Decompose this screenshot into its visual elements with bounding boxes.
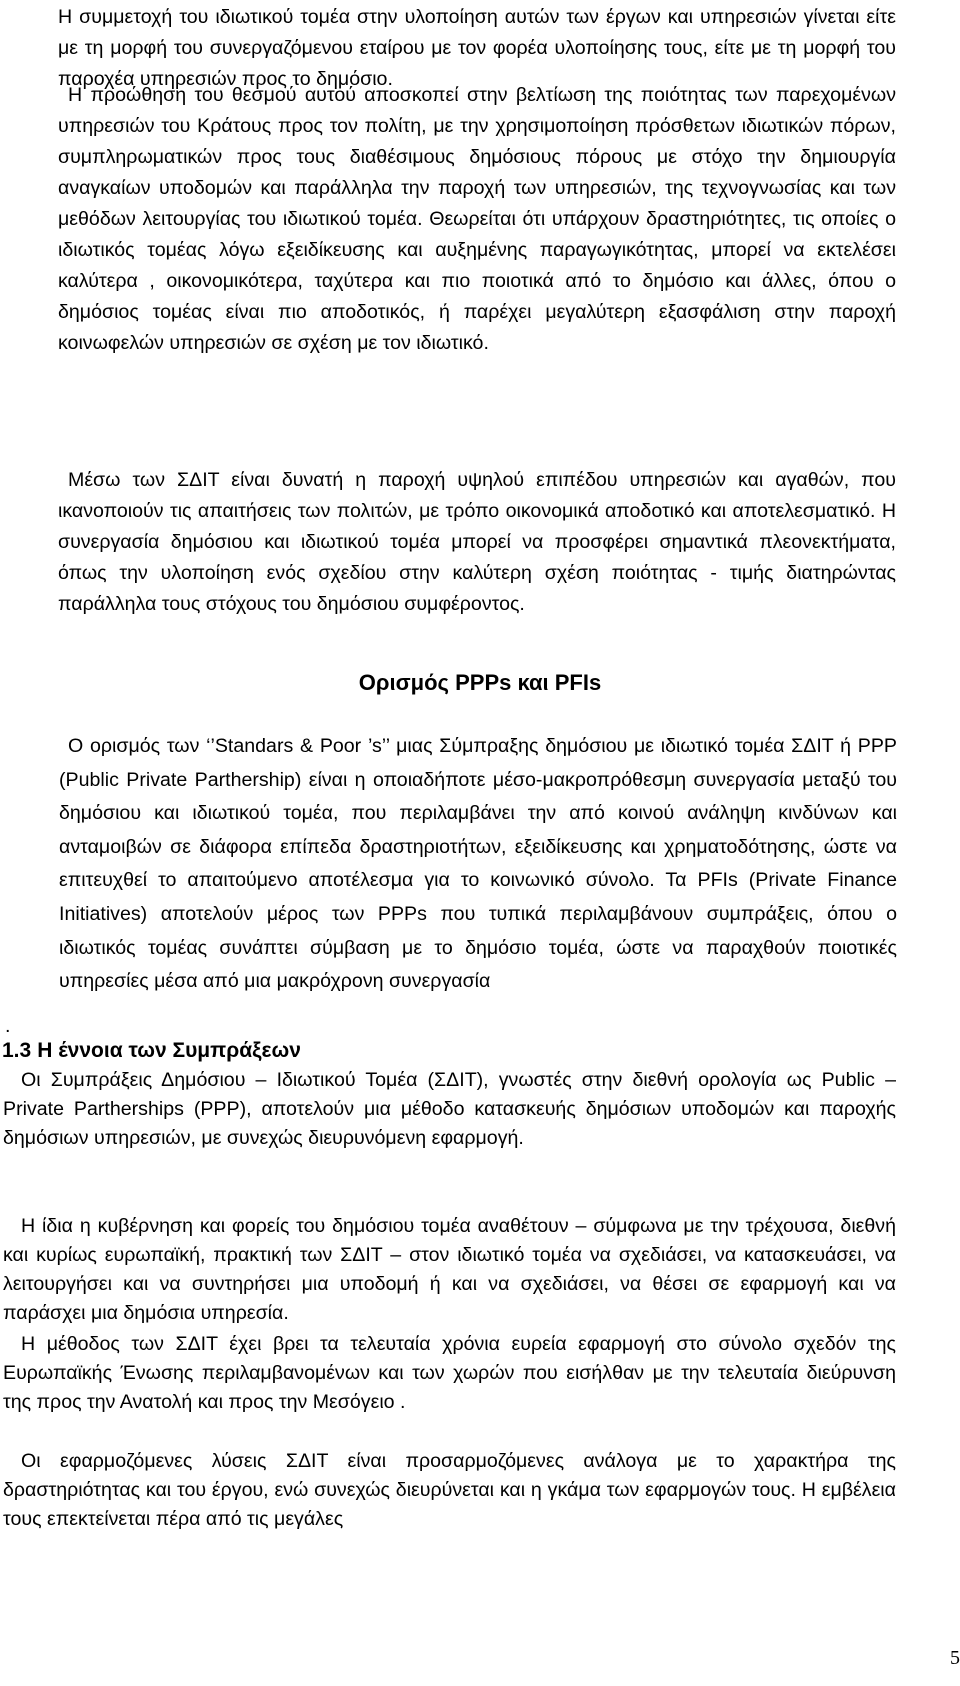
stray-dot: . bbox=[5, 1015, 11, 1037]
section-title: Η έννοια των Συμπράξεων bbox=[37, 1039, 301, 1062]
section-paragraph-government: Η ίδια η κυβέρνηση και φορείς του δημόσιου τομέα αναθέτουν – σύμφωνα με την τρέχουσα, διεθνή και κυρίως ευρωπαϊκή, πρακτική των ΣΔΙΤ – στον ιδιωτικό τομέα να σχεδιάσει, να κατασκευάσει, να λειτουργήσει και να συντηρήσει μια υποδομή ή και να σχεδιάσει, να θέσει σε εφαρμογή και να παράσχει μια δημόσια υπηρεσία. bbox=[3, 1215, 896, 1324]
paragraph-private-sector-participation: Η συμμετοχή του ιδιωτικού τομέα στην υλοποίηση αυτών των έργων και υπηρεσιών γίνεται είτε με τη μορφή του συνεργαζόμενου εταίρου με τον φορέα υλοποίησης τους, είτε με τη μορφή του παροχέα υπηρεσιών προς το δημόσιο. bbox=[58, 6, 896, 90]
paragraph-ppp-benefits: Μέσω των ΣΔΙΤ είναι δυνατή η παροχή υψηλού επιπέδου υπηρεσιών και αγαθών, που ικανοποιούν τις απαιτήσεις των πολιτών, με τρόπο οικονομικά αποδοτικό και αποτελεσματικό. Η συνεργασία δημόσιου και ιδιωτικού τομέα μπορεί να προσφέρει σημαντικά πλεονεκτήματα, όπως την υλοποίηση ενός σχεδίου στην καλύτερη σχέση ποιότητας - τιμής διατηρώντας παράλληλα τους στόχους του δημόσιου συμφέροντος. bbox=[58, 469, 896, 615]
paragraph-definition: Ο ορισμός των ‘’Standars & Poor ’s’’ μιας Σύμπραξης δημόσιου με ιδιωτικό τομέα ΣΔΙΤ ή PPP (Public Private Parthership) είναι η οποιαδήποτε μέσο-μακροπρόθεσμη συνεργασία μεταξύ του δημόσιου και ιδιωτικού τομέα, που περιλαμβάνει την από κοινού ανάληψη κινδύνων και ανταμοιβών σε διάφορα επίπεδα δραστηριοτήτων, εξειδίκευσης και χρηματοδότησης, ώστε να επιτευχθεί το απαιτούμενο αποτέλεσμα για το κοινωνικό σύνολο. Τα PFIs (Private Finance Initiatives) αποτελούν μέρος των PPPs που τυπικά περιλαμβάνουν συμπράξεις, όπου ο ιδιωτικός τομέας συνάπτει σύμβαση με το δημόσιο τομέα, ώστε να παραχθούν ποιοτικές υπηρεσίες μέσα από μια μακρόχρονη συνεργασία bbox=[59, 735, 897, 993]
section-paragraph-solutions: Οι εφαρμοζόμενες λύσεις ΣΔΙΤ είναι προσαρμοζόμενες ανάλογα με το χαρακτήρα της δραστηριότητας και του έργου, ενώ συνεχώς διευρύνεται και η γκάμα των εφαρμογών τους. Η εμβέλεια τους επεκτείνεται πέρα από τις μεγάλες bbox=[3, 1450, 896, 1530]
section-heading bbox=[2, 1036, 301, 1066]
section-number: 1.3 bbox=[2, 1039, 32, 1062]
paragraph-institution-purpose: Η προώθηση του θεσμού αυτού αποσκοπεί στην βελτίωση της ποιότητας των παρεχομένων υπηρεσιών του Κράτους προς τον πολίτη, με την χρησιμοποίηση πρόσθετων ιδιωτικών πόρων, συμπληρωματικών προς τους διαθέσιμους δημόσιους πόρους με στόχο την δημιουργία αναγκαίων υποδομών και παράλληλα την παροχή των υπηρεσιών, της τεχνογνωσίας και των μεθόδων λειτουργίας του ιδιωτικού τομέα. Θεωρείται ότι υπάρχουν δραστηριότητες, τις οποίες ο ιδιωτικός τομέας λόγω εξειδίκευσης και αυξημένης παραγωγικότητας, μπορεί να εκτελέσει καλύτερα , οικονομικότερα, ταχύτερα και πιο ποιοτικά από το δημόσιο και άλλες, όπου ο δημόσιος τομέας είναι πιο αποδοτικός, ή παρέχει μεγαλύτερη εξασφάλιση στην παροχή κοινωφελών υπηρεσιών σε σχέση με τον ιδιωτικό. bbox=[58, 84, 896, 354]
section-paragraph-overview: Οι Συμπράξεις Δημόσιου – Ιδιωτικού Τομέα (ΣΔΙΤ), γνωστές στην διεθνή ορολογία ως Public – Private Partherships (PPP), αποτελούν μια μέθοδο κατασκευής δημόσιων υποδομών και παροχής δημόσιων υπηρεσιών, με συνεχώς διευρυνόμενη εφαρμογή. bbox=[3, 1069, 896, 1149]
page-number: 5 bbox=[950, 1647, 960, 1669]
section-paragraph-eu-application: Η μέθοδος των ΣΔΙΤ έχει βρει τα τελευταία χρόνια ευρεία εφαρμογή στο σύνολο σχεδόν της Ευρωπαϊκής Ένωσης περιλαμβανομένων και των χωρών που εισήλθαν με την τελευταία διεύρυνση της προς την Ανατολή και προς την Μεσόγειο . bbox=[3, 1333, 896, 1413]
heading-definition: Ορισμός PPPs και PFIs bbox=[358, 670, 602, 695]
